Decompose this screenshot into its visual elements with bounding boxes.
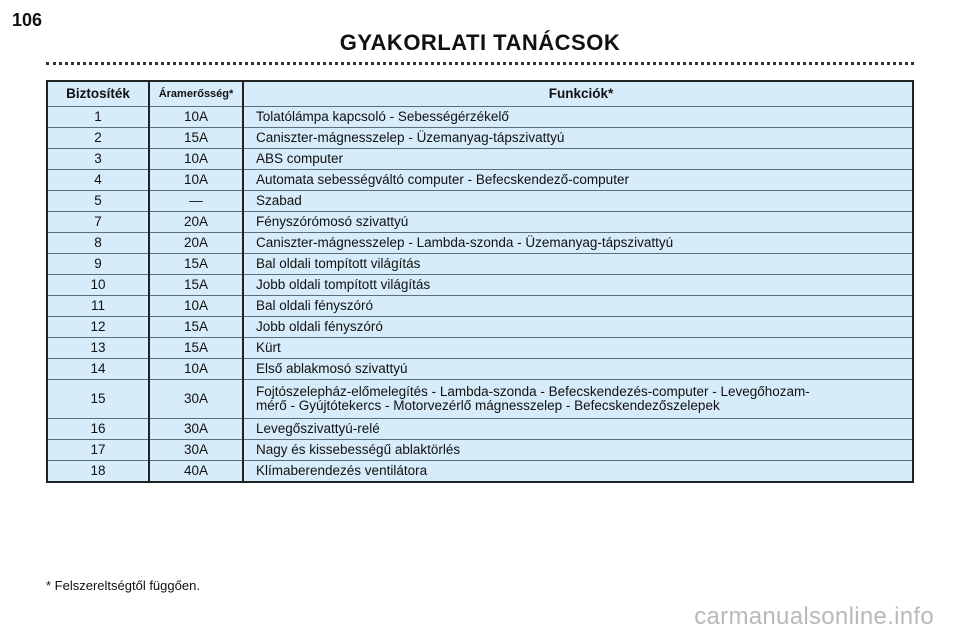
cell-function: Szabad — [243, 191, 913, 212]
table-row — [47, 380, 913, 419]
cell-function: ABS computer — [243, 149, 913, 170]
cell-amperage: 10A — [149, 170, 243, 191]
header-functions: Funkciók* — [243, 81, 913, 107]
cell-amperage: 10A — [149, 296, 243, 317]
cell-function: Bal oldali tompított világítás — [243, 254, 913, 275]
watermark: carmanualsonline.info — [694, 603, 934, 630]
cell-function: Nagy és kissebességű ablaktörlés — [243, 440, 913, 461]
cell-amperage: 10A — [149, 107, 243, 128]
cell-amperage: 15A — [149, 254, 243, 275]
cell-function: Jobb oldali fényszóró — [243, 317, 913, 338]
cell-fuse: 10 — [47, 275, 149, 296]
cell-function: Tolatólámpa kapcsoló - Sebességérzékelő — [243, 107, 913, 128]
table-row — [47, 296, 913, 317]
fuse-table — [46, 80, 914, 483]
cell-amperage: 15A — [149, 128, 243, 149]
cell-fuse: 3 — [47, 149, 149, 170]
cell-function: Klímaberendezés ventilátora — [243, 461, 913, 483]
table-header-row — [47, 81, 913, 107]
cell-fuse: 17 — [47, 440, 149, 461]
cell-fuse: 15 — [47, 380, 149, 419]
cell-function: Automata sebességváltó computer - Befecskendező-computer — [243, 170, 913, 191]
cell-fuse: 1 — [47, 107, 149, 128]
cell-fuse: 7 — [47, 212, 149, 233]
table-row — [47, 233, 913, 254]
cell-fuse: 8 — [47, 233, 149, 254]
cell-fuse: 18 — [47, 461, 149, 483]
table-row — [47, 107, 913, 128]
cell-amperage: 10A — [149, 149, 243, 170]
cell-fuse: 2 — [47, 128, 149, 149]
cell-amperage: 30A — [149, 440, 243, 461]
table-row — [47, 461, 913, 483]
cell-function-line2: mérő - Gyújtótekercs - Motorvezérlő mágnesszelep - Befecskendezőszelepek — [256, 398, 720, 413]
table-row — [47, 440, 913, 461]
cell-function: Bal oldali fényszóró — [243, 296, 913, 317]
cell-function: Kürt — [243, 338, 913, 359]
cell-fuse: 16 — [47, 419, 149, 440]
title-divider — [46, 62, 914, 65]
table-row — [47, 338, 913, 359]
cell-fuse: 11 — [47, 296, 149, 317]
table-row — [47, 212, 913, 233]
header-fuse: Biztosíték — [47, 81, 149, 107]
cell-function: Fényszórómosó szivattyú — [243, 212, 913, 233]
table-row — [47, 191, 913, 212]
table-row — [47, 275, 913, 296]
cell-function-line1: Fojtószelepház-előmelegítés - Lambda-szonda - Befecskendezés-computer - Levegőhozam- — [256, 384, 810, 399]
cell-amperage: 30A — [149, 419, 243, 440]
cell-function: Caniszter-mágnesszelep - Üzemanyag-tápszivattyú — [243, 128, 913, 149]
cell-fuse: 9 — [47, 254, 149, 275]
page-title: GYAKORLATI TANÁCSOK — [339, 30, 621, 55]
cell-function: Első ablakmosó szivattyú — [243, 359, 913, 380]
cell-function — [243, 380, 913, 419]
cell-amperage: 15A — [149, 317, 243, 338]
cell-fuse: 5 — [47, 191, 149, 212]
table-row — [47, 128, 913, 149]
header-amperage: Áramerősség* — [149, 81, 243, 107]
cell-function: Jobb oldali tompított világítás — [243, 275, 913, 296]
cell-amperage: 10A — [149, 359, 243, 380]
cell-amperage: 20A — [149, 233, 243, 254]
table-row — [47, 254, 913, 275]
footnote: * Felszereltségtől függően. — [46, 578, 200, 593]
table-row — [47, 317, 913, 338]
page-number: 106 — [12, 10, 43, 30]
cell-fuse: 4 — [47, 170, 149, 191]
cell-fuse: 14 — [47, 359, 149, 380]
table-row — [47, 149, 913, 170]
cell-fuse: 12 — [47, 317, 149, 338]
cell-amperage: 20A — [149, 212, 243, 233]
table-row — [47, 170, 913, 191]
cell-amperage: 40A — [149, 461, 243, 483]
cell-function: Caniszter-mágnesszelep - Lambda-szonda - Üzemanyag-tápszivattyú — [243, 233, 913, 254]
cell-amperage: 30A — [149, 380, 243, 419]
table-row — [47, 359, 913, 380]
cell-fuse: 13 — [47, 338, 149, 359]
cell-function: Levegőszivattyú-relé — [243, 419, 913, 440]
cell-amperage: 15A — [149, 275, 243, 296]
cell-amperage: — — [149, 191, 243, 212]
table-row — [47, 419, 913, 440]
cell-amperage: 15A — [149, 338, 243, 359]
